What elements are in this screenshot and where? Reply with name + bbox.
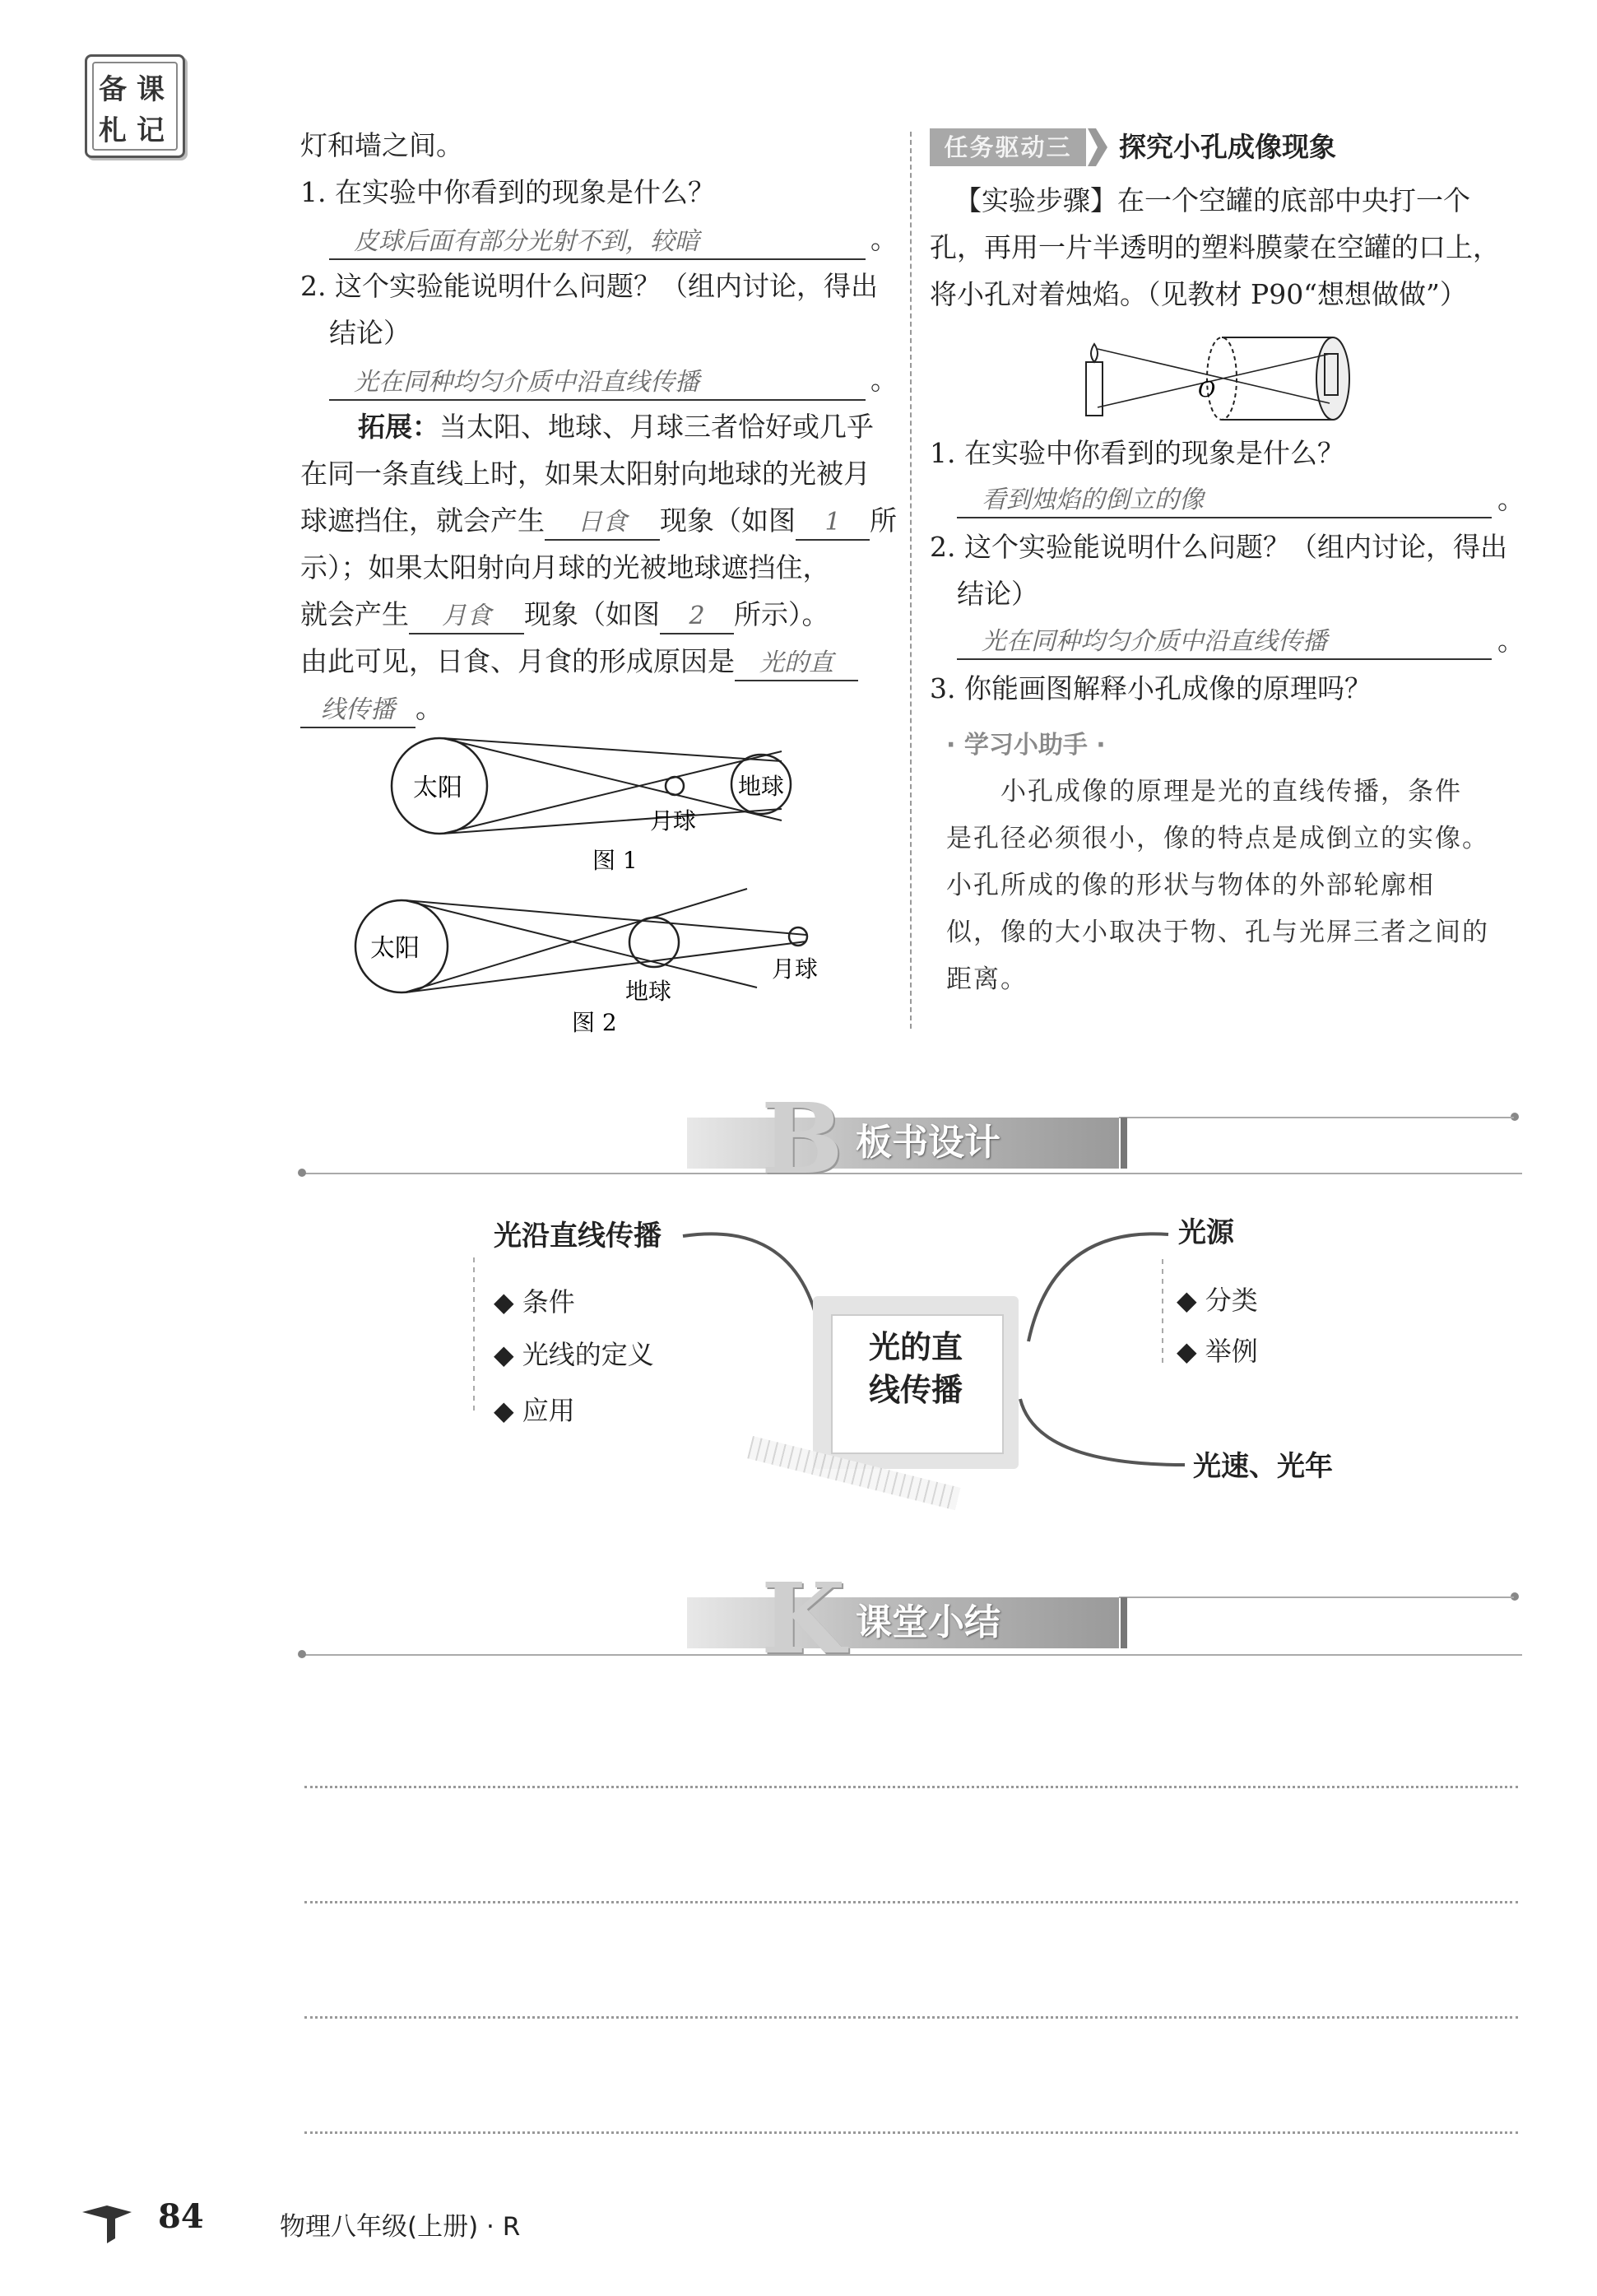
translucent-screen bbox=[1316, 337, 1349, 420]
task-title: 探究小孔成像现象 bbox=[1119, 131, 1336, 163]
left-answer-1-line bbox=[329, 219, 866, 260]
badge-arrow-icon bbox=[1088, 128, 1109, 166]
note-char: 课 bbox=[137, 73, 165, 106]
book-title: 物理八年级(上册) · R bbox=[280, 2212, 521, 2242]
right-question-2-cont: 结论） bbox=[957, 578, 1038, 610]
diamond-icon: ◆ bbox=[1177, 1285, 1205, 1316]
section-k-rule bbox=[304, 1654, 1522, 1656]
mm-right-item: ◆ 举例 bbox=[1177, 1336, 1258, 1367]
earth-circle bbox=[629, 918, 679, 967]
right-question-3: 3. 你能画图解释小孔成像的原理吗？ bbox=[930, 672, 1372, 704]
extension-line-4: 示）；如果太阳射向月球的光被地球遮挡住， bbox=[300, 551, 830, 583]
left-question-2-cont: 结论） bbox=[329, 317, 411, 349]
extension-line-2: 在同一条直线上时，如果太阳射向地球的光被月 bbox=[300, 458, 870, 490]
right-answer-2: 光在同种均匀介质中沿直线传播 bbox=[982, 627, 1327, 656]
extension-line-1: 拓展：当太阳、地球、月球三者恰好或几乎 bbox=[358, 411, 874, 443]
fig1-earth-label: 地球 bbox=[738, 773, 785, 800]
figure-1-solar-eclipse bbox=[378, 728, 806, 876]
blank-figure-2: 2 bbox=[660, 600, 734, 634]
column-divider bbox=[910, 132, 912, 1029]
footer-arrow-icon bbox=[82, 2197, 140, 2247]
fig2-earth-label: 地球 bbox=[625, 978, 672, 1005]
extension-line-6: 由此可见，日食、月食的形成原因是 光的直 bbox=[300, 638, 858, 685]
right-question-1: 1. 在实验中你看到的现象是什么？ bbox=[930, 437, 1344, 469]
mm-right-item: ◆ 分类 bbox=[1177, 1285, 1258, 1316]
pinhole-label: O bbox=[1198, 378, 1216, 402]
section-b-rule bbox=[304, 1173, 1522, 1174]
helper-line: 似，像的大小取决于物、孔与光屏三者之间的 bbox=[946, 918, 1489, 947]
helper-line: 距离。 bbox=[946, 964, 1028, 994]
right-question-2: 2. 这个实验能说明什么问题？（组内讨论，得出 bbox=[930, 531, 1507, 563]
blank-solar-eclipse: 日食 bbox=[545, 506, 660, 541]
section-k-letter: K bbox=[761, 1561, 846, 1676]
section-b-title: 板书设计 bbox=[856, 1122, 1000, 1164]
left-answer-2: 光在同种均匀介质中沿直线传播 bbox=[354, 368, 699, 397]
mm-left-item: ◆ 条件 bbox=[494, 1286, 575, 1318]
section-b-letter: B bbox=[761, 1081, 843, 1196]
fig1-caption: 图 1 bbox=[592, 847, 638, 874]
flame-icon bbox=[1091, 344, 1098, 362]
right-answer-1: 看到烛焰的倒立的像 bbox=[982, 486, 1204, 514]
section-k-title: 课堂小结 bbox=[856, 1601, 1000, 1643]
mm-left-item: ◆ 应用 bbox=[494, 1395, 575, 1426]
note-box bbox=[85, 54, 185, 158]
left-answer-1: 皮球后面有部分光射不到，较暗 bbox=[354, 227, 699, 256]
extension-line-5: 就会产生 月食 现象（如图 2 所示）。 bbox=[300, 591, 829, 638]
figure-2-lunar-eclipse bbox=[346, 881, 839, 1037]
fig2-caption: 图 2 bbox=[572, 1009, 617, 1036]
candle-icon bbox=[1086, 362, 1103, 416]
mm-right-main: 光源 bbox=[1178, 1216, 1234, 1249]
steps-line-1: 【实验步骤】在一个空罐的底部中央打一个 bbox=[954, 184, 1470, 216]
fig2-moon-label: 月球 bbox=[772, 955, 819, 983]
blank-lunar-eclipse: 月食 bbox=[409, 600, 524, 634]
mm-center-box bbox=[813, 1296, 1019, 1469]
fig1-moon-label: 月球 bbox=[650, 807, 697, 834]
fig2-sun-label: 太阳 bbox=[370, 934, 420, 963]
fig1-sun-label: 太阳 bbox=[413, 774, 462, 802]
helper-line: 小孔所成的像的形状与物体的外部轮廓相 bbox=[946, 871, 1435, 900]
helper-body bbox=[946, 769, 1522, 1003]
extension-line-3: 球遮挡住，就会产生 日食 现象（如图 1 所 bbox=[300, 497, 897, 544]
mm-left-item: ◆ 光线的定义 bbox=[494, 1339, 654, 1370]
extension-line-7: 线传播 。 bbox=[300, 685, 443, 732]
left-answer-2-line bbox=[329, 360, 866, 401]
mm-center-title: 光的直线传播 bbox=[868, 1329, 963, 1408]
note-char: 札 bbox=[99, 114, 127, 147]
helper-line: 是孔径必须很小，像的特点是成倒立的实像。 bbox=[946, 824, 1489, 853]
pinhole-camera-figure bbox=[1078, 321, 1374, 428]
right-answer-2-line bbox=[957, 619, 1492, 660]
diamond-icon: ◆ bbox=[494, 1339, 522, 1370]
intro-line: 灯和墙之间。 bbox=[300, 129, 463, 161]
mm-left-main: 光沿直线传播 bbox=[494, 1220, 662, 1253]
diamond-icon: ◆ bbox=[494, 1395, 522, 1426]
mm-right-bottom: 光速、光年 bbox=[1193, 1450, 1333, 1483]
page-number: 84 bbox=[158, 2197, 204, 2236]
right-answer-1-line bbox=[957, 477, 1492, 518]
blank-cause-a: 光的直 bbox=[735, 647, 858, 681]
helper-line: 小孔成像的原理是光的直线传播，条件 bbox=[1000, 777, 1462, 806]
note-char: 备 bbox=[99, 73, 127, 106]
blank-figure-1: 1 bbox=[796, 506, 870, 541]
blank-cause-b: 线传播 bbox=[300, 694, 415, 728]
summary-writing-line[interactable] bbox=[304, 2131, 1518, 2134]
summary-writing-line[interactable] bbox=[304, 1901, 1518, 1903]
diamond-icon: ◆ bbox=[494, 1286, 522, 1318]
diamond-icon: ◆ bbox=[1177, 1336, 1205, 1367]
summary-writing-line[interactable] bbox=[304, 1786, 1518, 1788]
note-char: 记 bbox=[137, 114, 165, 147]
summary-writing-line[interactable] bbox=[304, 2016, 1518, 2019]
steps-line-2: 孔，再用一片半透明的塑料膜蒙在空罐的口上， bbox=[930, 231, 1500, 263]
left-question-1: 1. 在实验中你看到的现象是什么？ bbox=[300, 176, 715, 208]
steps-line-3: 将小孔对着烛焰。（见教材 P90“想想做做”） bbox=[930, 278, 1467, 310]
task-badge: 任务驱动三 bbox=[930, 128, 1086, 166]
helper-title: · 学习小助手 · bbox=[946, 731, 1106, 760]
left-question-2: 2. 这个实验能说明什么问题？（组内讨论，得出 bbox=[300, 270, 878, 302]
